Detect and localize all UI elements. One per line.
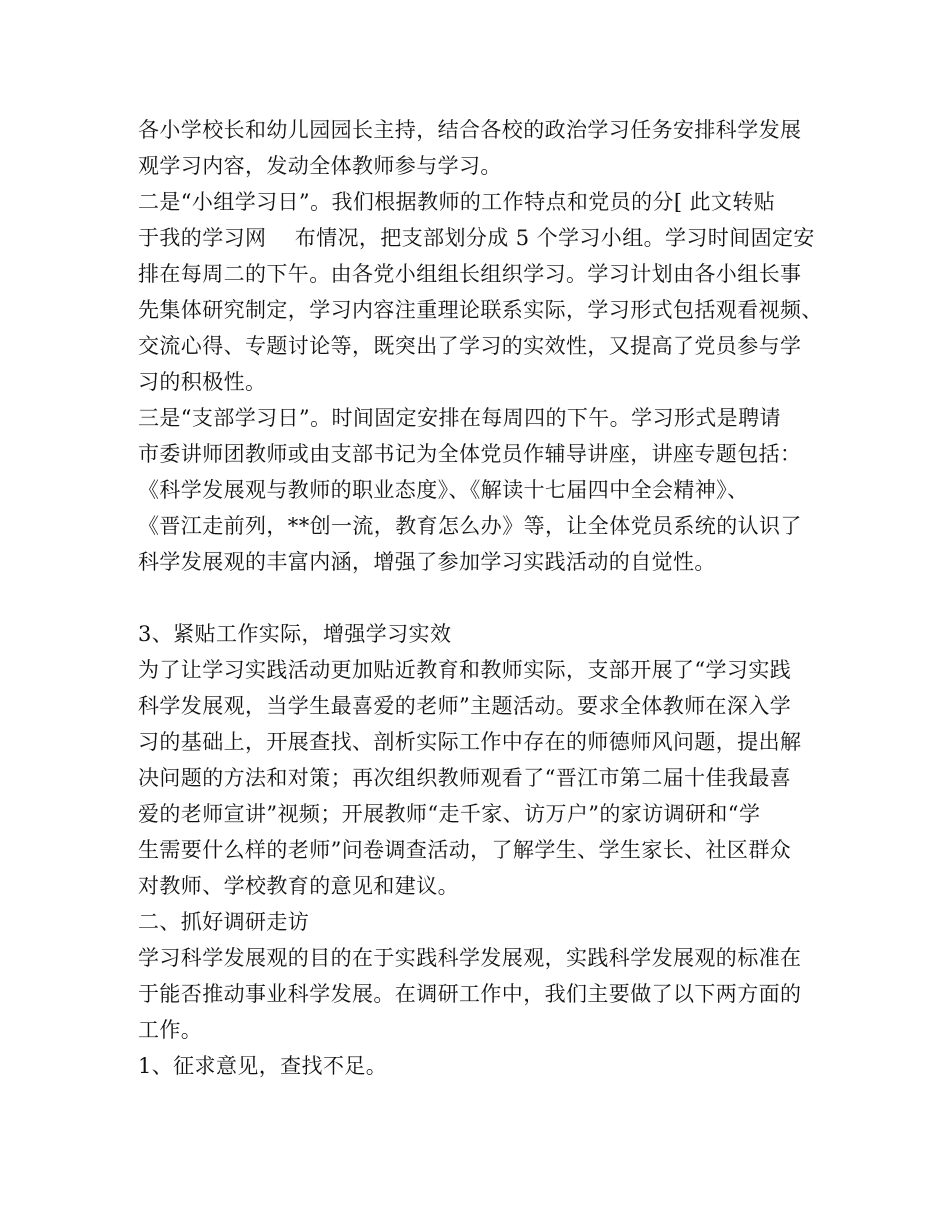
text-line: 学习科学发展观的目的在于实践科学发展观，实践科学发展观的标准在 [138, 946, 802, 970]
text-line: 各小学校长和幼儿园园长主持，结合各校的政治学习任务安排科学发展 [138, 118, 802, 142]
text-line: 为了让学习实践活动更加贴近教育和教师实际，支部开展了“学习实践 [138, 658, 792, 682]
document-body [138, 112, 828, 1084]
text-line: 于能否推动事业科学发展。在调研工作中，我们主要做了以下两方面的 [138, 982, 802, 1006]
text-line: 生需要什么样的老师”问卷调查活动，了解学生、学生家长、社区群众 [138, 838, 792, 862]
text-line: 科学发展观，当学生最喜爱的老师”主题活动。要求全体教师在深入学 [138, 694, 792, 718]
text-line: 先集体研究制定，学习内容注重理论联系实际，学习形式包括观看视频、 [138, 298, 823, 322]
section-heading: 1、征求意见，查找不足。 [138, 1054, 388, 1078]
text-line: 习的基础上，开展查找、剖析实际工作中存在的师德师风问题，提出解 [138, 730, 802, 754]
text-line: 《科学发展观与教师的职业态度》、《解读十七届四中全会精神》、 [138, 478, 749, 502]
text-line: 科学发展观的丰富内涵，增强了参加学习实践活动的自觉性。 [138, 550, 716, 574]
text-line: 习的积极性。 [138, 370, 267, 394]
text-line: 爱的老师宣讲”视频；开展教师“走千家、访万户”的家访调研和“学 [138, 802, 761, 826]
text-line: 决问题的方法和对策；再次组织教师观看了“晋江市第二届十佳我最喜 [138, 766, 792, 790]
text-line: 二是“小组学习日”。我们根据教师的工作特点和党员的分[ 此文转贴 [138, 190, 776, 214]
text-line: 交流心得、专题讨论等，既突出了学习的实效性，又提高了党员参与学 [138, 334, 802, 358]
text-line: 《晋江走前列，**创一流，教育怎么办》等，让全体党员系统的认识了 [138, 514, 802, 538]
text-line: 观学习内容，发动全体教师参与学习。 [138, 154, 502, 178]
text-line: 排在每周二的下午。由各党小组组长组织学习。学习计划由各小组长事 [138, 262, 802, 286]
text-line: 工作。 [138, 1018, 203, 1042]
text-line: 对教师、学校教育的意见和建议。 [138, 874, 459, 898]
blank-line [138, 580, 828, 616]
section-heading: 3、紧贴工作实际，增强学习实效 [138, 622, 452, 646]
text-line: 三是“支部学习日”。时间固定安排在每周四的下午。学习形式是聘请 [138, 406, 781, 430]
text-line: 于我的学习网 布情况，把支部划分成 5 个学习小组。学习时间固定安 [138, 226, 815, 250]
text-line: 市委讲师团教师或由支部书记为全体党员作辅导讲座，讲座专题包括： [138, 442, 802, 466]
section-heading: 二、抓好调研走访 [138, 910, 310, 934]
